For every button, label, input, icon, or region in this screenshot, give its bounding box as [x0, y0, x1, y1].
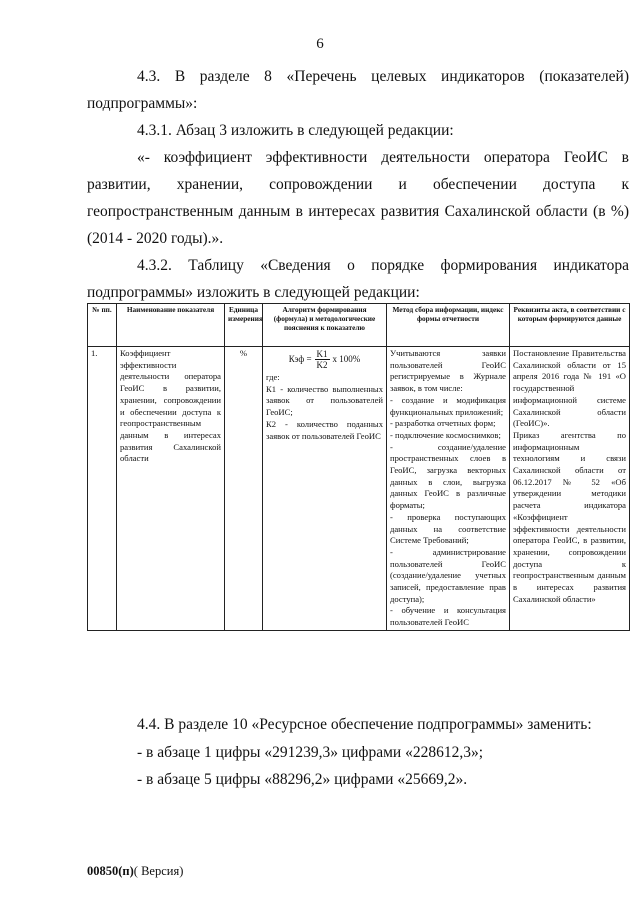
footer-version: ( Версия) [133, 864, 184, 878]
footer-code [87, 864, 183, 879]
formula [266, 349, 383, 370]
header-method: Метод сбора информации, индекс формы отчетности [387, 304, 510, 347]
k1-description: К1 - количество выполненных заявок от пользователей ГеоИС; [266, 383, 383, 418]
paragraph-4-3-2: 4.3.2. Таблицу «Сведения о порядке формирования индикатора подпрограммы» изложить в следующей редакции: [87, 257, 629, 301]
method-item: - создание/удаление пространственных слоев в ГеоИС, загрузка векторных данных в слои, выгрузка данных ГеоИС в различные форматы; [390, 441, 506, 511]
formula-denominator: K2 [316, 360, 328, 370]
formula-lhs: Кэф = [288, 353, 312, 364]
method-item: - обучение и консультация пользователей ГеоИС [390, 605, 506, 628]
footer-document-code: 00850(п) [87, 864, 134, 878]
method-item: - создание и модификация функциональных приложений; [390, 394, 506, 417]
method-item: - администрирование пользователей ГеоИС (создание/удаление учетных записей, предоставление прав доступа); [390, 546, 506, 604]
header-algorithm: Алгоритм формирования (формула) и методологические пояснения к показателю [263, 304, 387, 347]
act-item: Постановление Правительства Сахалинской области от 15 апреля 2016 года № 191 «О государственной информационной системе Сахалинской области (ГеоИС)». [513, 348, 626, 429]
cell-name: Коэффициент эффективности деятельности оператора ГеоИС в развитии, хранении, сопровождении и обеспечении доступа к геопространственным данным в интересах развития Сахалинской области [117, 347, 225, 631]
formula-rhs: x 100% [332, 353, 361, 364]
page-number: 6 [316, 36, 324, 52]
formula-where: где: [266, 372, 280, 382]
paragraph-4-4: 4.4. В разделе 10 «Ресурсное обеспечение подпрограммы» заменить: [137, 716, 592, 733]
formula-numerator: K1 [316, 349, 328, 359]
paragraph-4-3-1: 4.3.1. Абзац 3 изложить в следующей редакции: [137, 122, 454, 139]
table-row [88, 347, 630, 631]
cell-act [510, 347, 630, 631]
formula-fraction [315, 349, 330, 370]
cell-algorithm [263, 347, 387, 631]
header-name: Наименование показателя [117, 304, 225, 347]
header-act: Реквизиты акта, в соответствии с которым формируются данные [510, 304, 630, 347]
cell-method [387, 347, 510, 631]
header-unit: Единица измерения [225, 304, 263, 347]
indicator-table [87, 303, 630, 631]
paragraph-quote-coefficient: «- коэффициент эффективности деятельности оператора ГеоИС в развитии, хранении, сопровождении и обеспечении доступа к геопространственным данным в интересах развития Сахалинской области (в %) (2014 - 2020 годы).». [87, 149, 629, 247]
header-num: № пп. [88, 304, 117, 347]
replace-line-1: - в абзаце 1 цифры «291239,3» цифрами «228612,3»; [137, 744, 484, 761]
cell-num: 1. [88, 347, 117, 631]
method-item: - проверка поступающих данных на соответствие Системе Требований; [390, 511, 506, 546]
cell-unit: % [225, 347, 263, 631]
table-header-row [88, 304, 630, 347]
method-item: - подключение космоснимков; [390, 429, 501, 440]
k2-description: К2 - количество поданных заявок от пользователей ГеоИС [266, 418, 383, 441]
act-item: Приказ агентства по информационным технологиям и связи Сахалинской области от 06.12.2017 № 52 «Об утверждении методики расчета индикатора «Коэффициент эффективности деятельности оператора ГеоИС, в развитии, хранении, сопровождении доступа к геопространственным данным в интересах развития Сахалинской области» [513, 429, 626, 604]
paragraph-4-3: 4.3. В разделе 8 «Перечень целевых индикаторов (показателей) подпрограммы»: [87, 68, 629, 112]
replace-line-2: - в абзаце 5 цифры «88296,2» цифрами «25669,2». [137, 771, 468, 788]
method-item: Учитываются заявки пользователей ГеоИС регистрируемые в Журнале заявок, в том числе: [390, 348, 506, 394]
method-item: - разработка отчетных форм; [390, 418, 496, 429]
